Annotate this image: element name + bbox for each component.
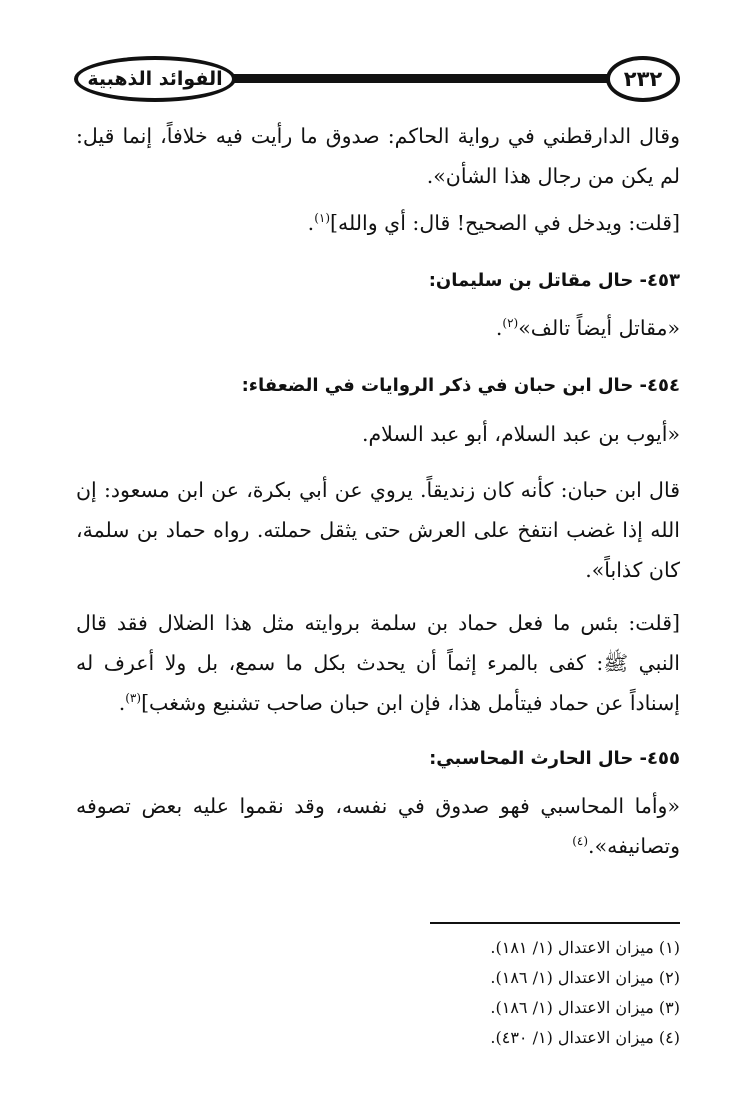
footnote-ref: (٣) xyxy=(125,691,142,706)
paragraph-text: [قلت: بئس ما فعل حماد بن سلمة بروايته مثل هذا الضلال فقد قال النبي ﷺ: كفى بالمرء إثماً أن يحدث بكل ما سمع، بل ولا أعرف له إسناداً عن حماد فيتأمل هذا، فإن ابن حبان صاحب تشنيع وشغب] xyxy=(76,611,680,715)
paragraph-muhasibi xyxy=(76,786,680,866)
paragraph-qultu-sahih: [قلت: ويدخل في الصحيح! قال: أي والله]$^{(١)}$. xyxy=(307,211,680,235)
footnote-ref: (٢) xyxy=(502,316,519,331)
paragraph-text: [قلت: ويدخل في الصحيح! قال: أي والله] xyxy=(330,211,680,235)
heading-454: ٤٥٤- حال ابن حبان في ذكر الروايات في الضعفاء: xyxy=(241,375,680,396)
paragraph-text: «وأما المحاسبي فهو صدوق في نفسه، وقد نقموا عليه بعض تصوفه وتصانيفه». xyxy=(76,794,680,858)
page-number: ٢٣٢ xyxy=(623,67,663,91)
paragraph-ayyub: «أيوب بن عبد السلام، أبو عبد السلام. xyxy=(361,422,680,446)
page-number-oval xyxy=(606,56,680,102)
footnote-ref: (١) xyxy=(314,211,331,226)
heading-453: ٤٥٣- حال مقاتل بن سليمان: xyxy=(428,270,680,291)
book-title: الفوائد الذهبية xyxy=(87,68,223,90)
paragraph-ibn-hibban: قال ابن حبان: كأنه كان زنديقاً. يروي عن أبي بكرة، عن ابن مسعود: إن الله إذا غضب انتفخ على العرش حتى يثقل حملته. رواه حماد بن سلمة، كان كذاباً». xyxy=(76,478,680,582)
paragraph-muqatil: «مقاتل أيضاً تالف»$^{(٢)}$. xyxy=(495,316,680,340)
footnote-rule xyxy=(430,922,680,924)
paragraph-text: «مقاتل أيضاً تالف» xyxy=(518,316,680,340)
paragraph-qultu-hammad: [قلت: بئس ما فعل حماد بن سلمة بروايته مثل هذا الضلال فقد قال النبي ﷺ: كفى بالمرء إثماً أن يحدث بكل ما سمع، بل ولا أعرف له إسناداً عن حماد فيتأمل هذا، فإن ابن حبان صاحب تشنيع وشغب]$^{(٣)}$. xyxy=(76,611,680,715)
footnote-1: (١) ميزان الاعتدال (١/ ١٨١). xyxy=(490,938,680,957)
footnote-4: (٤) ميزان الاعتدال (١/ ٤٣٠). xyxy=(490,1028,680,1047)
footnote-2: (٢) ميزان الاعتدال (١/ ١٨٦). xyxy=(490,968,680,987)
paragraph-daraqutni: وقال الدارقطني في رواية الحاكم: صدوق ما رأيت فيه خلافاً، إنما قيل: لم يكن من رجال هذا الشأن». xyxy=(76,124,680,188)
heading-455: ٤٥٥- حال الحارث المحاسبي: xyxy=(429,748,680,769)
footnote-ref: (٤) xyxy=(572,834,589,849)
book-title-oval xyxy=(74,56,236,102)
footnote-3: (٣) ميزان الاعتدال (١/ ١٨٦). xyxy=(490,998,680,1017)
